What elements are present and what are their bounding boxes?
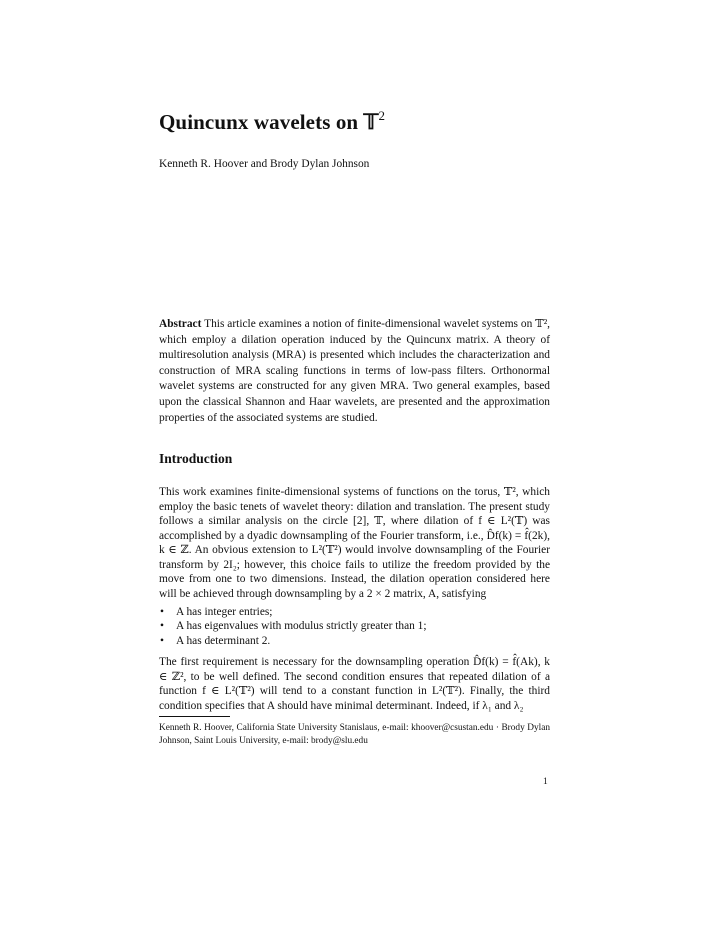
list-item xyxy=(159,619,550,633)
list-item-text: A has determinant 2. xyxy=(176,634,271,647)
condition-list xyxy=(159,605,550,648)
intro-paragraph: This work examines finite-dimensional systems of functions on the torus, 𝕋², which employ the basic tenets of wavelet theory: dilation and translation. The present study follows a similar analysis on the circle [2], 𝕋, where dilation of f ∈ L²(𝕋) was accomplished by a dyadic downsampling of the Fourier transform, i.e., D̂f(k) = f̂(2k), k ∈ ℤ. An obvious extension to L²(𝕋²) would involve downsampling of the Fourier transform by 2I₂; however, this choice fails to utilize the freedom provided by the move from one to two dimensions. Instead, the dilation operation considered here will be achieved through downsampling by a 2 × 2 matrix, A, satisfying xyxy=(159,486,550,600)
footnote-rule xyxy=(159,716,230,717)
list-item-text: A has eigenvalues with modulus strictly greater than 1; xyxy=(176,620,427,633)
author-footnote: Kenneth R. Hoover, California State University Stanislaus, e-mail: khoover@csustan.edu · Brody Dylan Johnson, Saint Louis University, e-mail: brody@slu.edu xyxy=(159,723,550,747)
bullet-marker: • xyxy=(160,606,164,618)
list-item-text: A has integer entries; xyxy=(176,606,273,618)
abstract-label: Abstract xyxy=(159,318,202,330)
list-item xyxy=(159,634,550,648)
paper-title-text: Quincunx wavelets on 𝕋 xyxy=(159,110,379,134)
paper-title-superscript: 2 xyxy=(378,108,386,123)
bullet-marker: • xyxy=(160,634,164,647)
list-item xyxy=(159,605,550,619)
abstract xyxy=(159,317,550,426)
section-heading: Introduction xyxy=(159,451,233,466)
author-list: Kenneth R. Hoover and Brody Dylan Johnson xyxy=(159,158,370,170)
bullet-marker: • xyxy=(160,620,164,633)
abstract-text: This article examines a notion of finite-dimensional wavelet systems on 𝕋², which employ a dilation operation induced by the Quincunx matrix. A theory of multiresolution analysis (MRA) is presented which includes the characterization and construction of MRA scaling functions in terms of low-pass filters. Orthonormal wavelet systems are constructed for any given MRA. Two general examples, based upon the classical Shannon and Haar wavelets, are presented and the approximation properties of the associated systems are studied. xyxy=(159,318,550,424)
page-number: 1 xyxy=(543,777,548,787)
paper-title xyxy=(159,110,385,135)
second-paragraph: The first requirement is necessary for the downsampling operation D̂f(k) = f̂(Ak), k ∈ ℤ², to be well defined. The second condition ensures that repeated dilation of a function f ∈ L²(𝕋²) will tend to a constant function in L²(𝕋²). Finally, the third condition specifies that A should have minimal determinant. Indeed, if λ₁ and λ₂ xyxy=(159,656,550,712)
